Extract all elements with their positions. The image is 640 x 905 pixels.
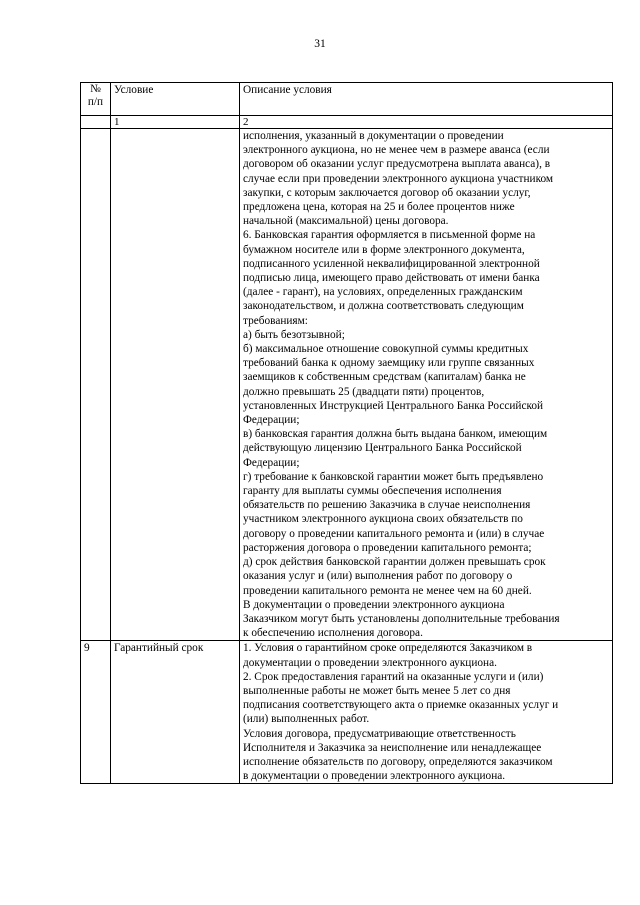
description-line: оказания услуг и (или) выполнения работ по договору о <box>243 570 513 583</box>
description-line: электронного аукциона, но не менее чем в размере аванса (если <box>243 144 550 157</box>
description-line: 6. Банковская гарантия оформляется в письменной форме на <box>243 229 536 242</box>
header-condition-cell: Условие <box>111 83 240 116</box>
table-header-row <box>81 83 613 116</box>
description-line: В документации о проведении электронного аукциона <box>243 598 505 611</box>
description-line: заемщиков к собственным средствам (капиталам) банка не <box>243 371 526 384</box>
header-number-line1: № <box>90 83 101 95</box>
description-line: закупки, с которым заключается договор об оказании услуг, <box>243 186 531 199</box>
description-line: выполненные работы не может быть менее 5 лет со дня <box>243 684 511 697</box>
header-number-cell <box>81 83 111 116</box>
row-description-cell <box>240 129 613 641</box>
index-cell-1 <box>81 116 111 129</box>
description-line: участником электронного аукциона своих обязательств по <box>243 513 523 526</box>
description-line: предложена цена, которая на 25 и более процентов ниже <box>243 201 515 214</box>
row-condition-cell: Гарантийный срок <box>111 641 240 784</box>
description-line: требований банка к одному заемщику или группе связанных <box>243 357 535 370</box>
description-line: гаранту для выплаты суммы обеспечения исполнения <box>243 485 502 498</box>
table-body <box>81 129 613 784</box>
description-line: договору о проведении капитального ремонта и (или) в случае <box>243 527 545 540</box>
table-row <box>81 129 613 641</box>
description-line: действующую лицензию Центрального Банка Российской <box>243 442 522 455</box>
description-line: исполнения, указанный в документации о проведении <box>243 130 504 142</box>
description-line: Исполнителя и Заказчика за неисполнение или ненадлежащее <box>243 741 542 754</box>
description-line: Условия договора, предусматривающие ответственность <box>243 727 516 740</box>
description-line: в) банковская гарантия должна быть выдана банком, имеющим <box>243 428 548 441</box>
description-line: а) быть безотзывной; <box>243 328 345 341</box>
description-line: Федерации; <box>243 414 300 427</box>
description-line: подписью лица, имеющего право действовать от имени банка <box>243 272 540 285</box>
header-description-cell: Описание условия <box>240 83 613 116</box>
description-line: б) максимальное отношение совокупной суммы кредитных <box>243 343 529 356</box>
table-row <box>81 641 613 784</box>
index-cell-2: 1 <box>111 116 240 129</box>
description-line: (или) выполненных работ. <box>243 713 370 726</box>
conditions-table <box>80 82 613 784</box>
description-line: Заказчиком могут быть установлены дополнительные требования <box>243 612 560 625</box>
description-line: обязательств по решению Заказчика в случае неисполнения <box>243 499 531 512</box>
description-line: д) срок действия банковской гарантии должен превышать срок <box>243 556 546 569</box>
description-line: бумажном носителе или в форме электронного документа, <box>243 243 525 256</box>
description-line: договором об оказании услуг предусмотрена выплата аванса), в <box>243 158 551 171</box>
description-line: проведении капитального ремонта не менее чем на 60 дней. <box>243 584 532 597</box>
description-line: должно превышать 25 (двадцати пяти) процентов, <box>243 385 485 398</box>
row-number-cell: 9 <box>81 641 111 784</box>
header-number-line2: п/п <box>87 96 104 108</box>
column-index-row <box>81 116 613 129</box>
row-number-cell <box>81 129 111 641</box>
description-line: 2. Срок предоставления гарантий на оказанные услуги и (или) <box>243 670 544 683</box>
description-line: документации о проведении электронного аукциона. <box>243 656 497 669</box>
description-line: подписанного усиленной неквалифицированной электронной <box>243 257 540 270</box>
description-line: расторжения договора о проведении капитального ремонта; <box>243 541 532 554</box>
description-line: Федерации; <box>243 456 300 469</box>
description-line: к обеспечению исполнения договора. <box>243 627 423 640</box>
description-line: в документации о проведении электронного аукциона. <box>243 770 506 783</box>
description-line: случае если при проведении электронного аукциона участником <box>243 172 554 185</box>
description-line: установленных Инструкцией Центрального Банка Российской <box>243 399 544 412</box>
page-number: 31 <box>314 38 326 50</box>
row-condition-cell <box>111 129 240 641</box>
description-line: исполнение обязательств по договору, определяются заказчиком <box>243 755 553 768</box>
description-line: подписания соответствующего акта о приемке оказанных услуг и <box>243 699 559 712</box>
description-line: требованиям: <box>243 314 308 327</box>
description-line: 1. Условия о гарантийном сроке определяются Заказчиком в <box>243 642 533 655</box>
description-line: г) требование к банковской гарантии может быть предъявлено <box>243 470 544 483</box>
description-line: законодательством, и должна соответствовать следующим <box>243 300 524 313</box>
row-description-cell <box>240 641 613 784</box>
description-line: начальной (максимальной) цены договора. <box>243 215 449 228</box>
index-cell-3: 2 <box>240 116 613 129</box>
description-line: (далее - гарант), на условиях, определенных гражданским <box>243 286 523 299</box>
